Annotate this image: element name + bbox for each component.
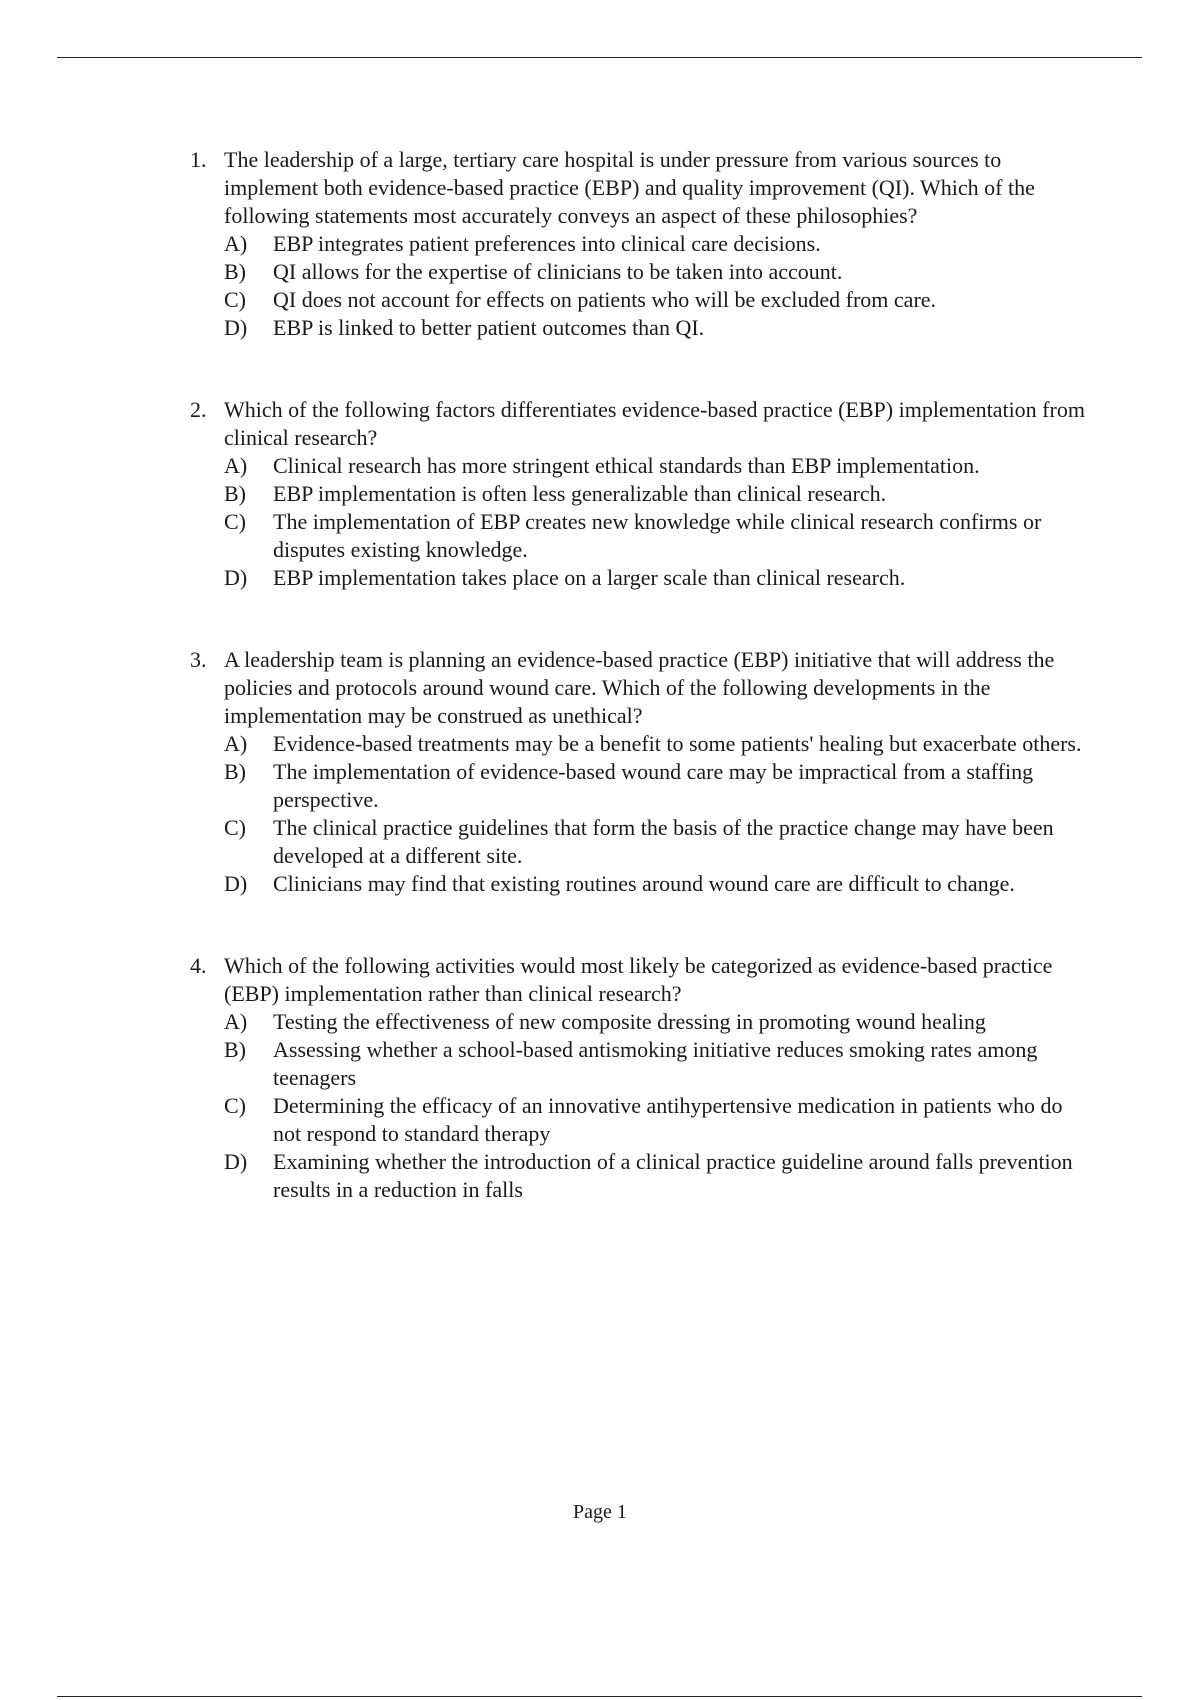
option-text: Testing the effectiveness of new composite dressing in promoting wound healing (273, 1009, 986, 1034)
option-letter: B) (224, 1037, 246, 1062)
option-text: Determining the efficacy of an innovative antihypertensive medication in patients who do not respond to standard therapy (273, 1093, 1063, 1146)
option-text: The clinical practice guidelines that form the basis of the practice change may have been developed at a different site. (273, 815, 1054, 868)
option-text: Evidence-based treatments may be a benefit to some patients' healing but exacerbate others. (273, 731, 1082, 756)
answer-option-c (224, 1092, 1090, 1148)
answer-options (224, 452, 1090, 592)
option-letter: C) (224, 1093, 246, 1118)
answer-option-b (224, 480, 1090, 508)
option-letter: D) (224, 315, 248, 340)
answer-options (224, 730, 1090, 898)
option-text: Examining whether the introduction of a clinical practice guideline around falls prevention results in a reduction in falls (273, 1149, 1073, 1202)
question-text: The leadership of a large, tertiary care hospital is under pressure from various sources to implement both evidence-based practice (EBP) and quality improvement (QI). Which of the following statements most accurately conveys an aspect of these philosophies? (224, 147, 1035, 228)
answer-option-d (224, 314, 1090, 342)
answer-option-a (224, 452, 1090, 480)
question-text: Which of the following activities would most likely be categorized as evidence-based practice (EBP) implementation rather than clinical research? (224, 953, 1053, 1006)
question-2 (190, 396, 1090, 592)
option-text: The implementation of evidence-based wound care may be impractical from a staffing perspective. (273, 759, 1034, 812)
option-letter: C) (224, 815, 246, 840)
option-letter: C) (224, 509, 246, 534)
option-text: EBP integrates patient preferences into clinical care decisions. (273, 231, 821, 256)
option-letter: A) (224, 731, 248, 756)
question-list (190, 146, 1090, 1258)
bottom-rule (57, 1696, 1142, 1697)
answer-options (224, 1008, 1090, 1204)
option-letter: A) (224, 1009, 248, 1034)
question-3 (190, 646, 1090, 898)
page-number: Page 1 (573, 1501, 627, 1523)
answer-option-a (224, 230, 1090, 258)
option-text: Clinicians may find that existing routines around wound care are difficult to change. (273, 871, 1015, 896)
answer-option-a (224, 1008, 1090, 1036)
question-1 (190, 146, 1090, 342)
option-text: EBP is linked to better patient outcomes than QI. (273, 315, 705, 340)
option-text: Clinical research has more stringent ethical standards than EBP implementation. (273, 453, 980, 478)
top-rule (57, 57, 1142, 58)
option-text: Assessing whether a school-based antismoking initiative reduces smoking rates among teenagers (273, 1037, 1038, 1090)
option-text: QI does not account for effects on patients who will be excluded from care. (273, 287, 937, 312)
option-letter: B) (224, 259, 246, 284)
question-number: 1. (190, 147, 207, 172)
answer-option-d (224, 564, 1090, 592)
answer-option-d (224, 1148, 1090, 1204)
option-letter: A) (224, 231, 248, 256)
answer-option-c (224, 286, 1090, 314)
option-letter: B) (224, 481, 246, 506)
option-text: EBP implementation is often less generalizable than clinical research. (273, 481, 887, 506)
option-letter: C) (224, 287, 246, 312)
option-text: QI allows for the expertise of clinicians to be taken into account. (273, 259, 843, 284)
answer-option-d (224, 870, 1090, 898)
answer-option-c (224, 814, 1090, 870)
option-letter: D) (224, 871, 248, 896)
question-stem (190, 146, 1090, 230)
option-text: EBP implementation takes place on a larger scale than clinical research. (273, 565, 906, 590)
answer-option-b (224, 758, 1090, 814)
option-text: The implementation of EBP creates new knowledge while clinical research confirms or disputes existing knowledge. (273, 509, 1042, 562)
question-number: 2. (190, 397, 207, 422)
question-text: A leadership team is planning an evidence-based practice (EBP) initiative that will address the policies and protocols around wound care. Which of the following developments in the implementation may be construed as unethical? (224, 647, 1055, 728)
answer-options (224, 230, 1090, 342)
answer-option-c (224, 508, 1090, 564)
question-number: 3. (190, 647, 207, 672)
option-letter: B) (224, 759, 246, 784)
answer-option-b (224, 1036, 1090, 1092)
option-letter: D) (224, 1149, 248, 1174)
question-stem (190, 952, 1090, 1008)
answer-option-a (224, 730, 1090, 758)
question-text: Which of the following factors differentiates evidence-based practice (EBP) implementation from clinical research? (224, 397, 1085, 450)
question-number: 4. (190, 953, 207, 978)
question-stem (190, 646, 1090, 730)
option-letter: A) (224, 453, 248, 478)
question-4 (190, 952, 1090, 1204)
question-stem (190, 396, 1090, 452)
answer-option-b (224, 258, 1090, 286)
option-letter: D) (224, 565, 248, 590)
